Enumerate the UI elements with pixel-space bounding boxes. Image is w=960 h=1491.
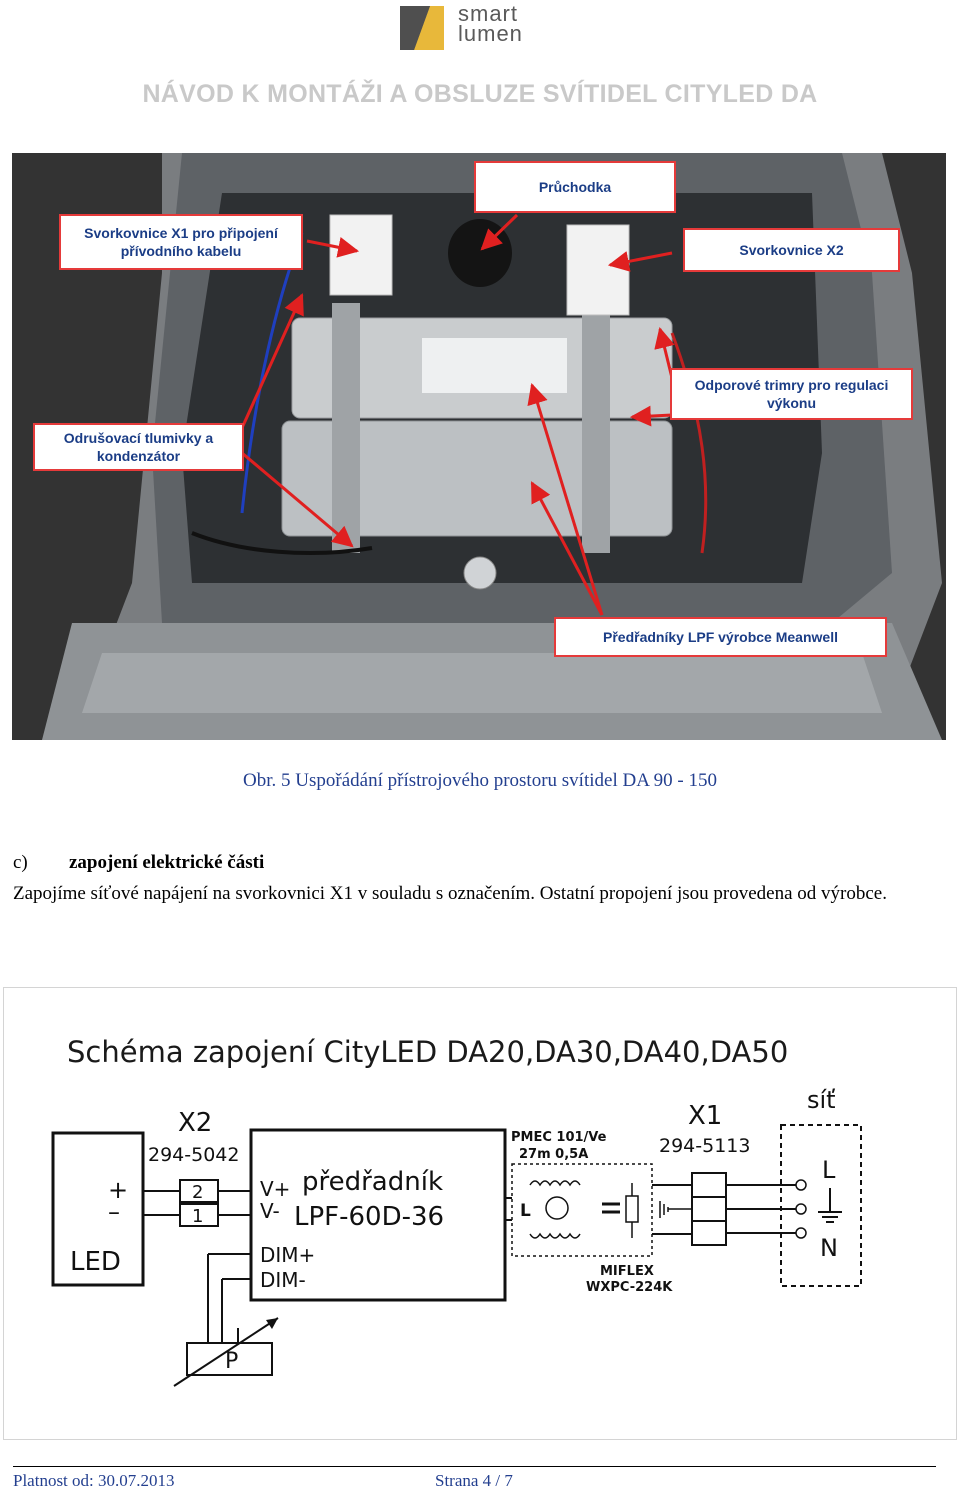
company-logo — [400, 1, 570, 54]
section-heading — [13, 852, 264, 874]
logo-line-2: lumen — [458, 21, 523, 46]
footer-rule — [13, 1466, 936, 1467]
x2-part: 294-5042 — [148, 1144, 240, 1166]
ballast-model: LPF-60D-36 — [294, 1202, 445, 1232]
ballast-vplus: V+ — [260, 1177, 291, 1201]
led-minus: – — [108, 1198, 120, 1226]
x2-pin-1-label: 1 — [192, 1206, 204, 1227]
x1-part: 294-5113 — [659, 1135, 751, 1157]
section-body: Zapojíme síťové napájení na svorkovnici X1 v souladu s označením. Ostatní propojení jsou provedena od výrobce. — [13, 883, 887, 904]
mains-L: L — [822, 1156, 836, 1184]
wiring-schematic — [3, 987, 957, 1440]
callout-cable-gland: Průchodka — [474, 161, 676, 213]
x1-pin-N — [692, 1221, 726, 1245]
schematic-title: Schéma zapojení CityLED DA20,DA30,DA40,DA50 — [67, 1035, 789, 1069]
callout-ballasts: Předřadníky LPF výrobce Meanwell — [554, 617, 887, 657]
filter-inductor-label: L — [520, 1201, 531, 1221]
document-title: NÁVOD K MONTÁŽI A OBSLUZE SVÍTIDEL CITYLED DA — [142, 80, 818, 108]
filter-line-1: PMEC 101/Ve — [511, 1130, 607, 1145]
mains-N: N — [820, 1234, 838, 1262]
logo-line-1: smart — [458, 1, 518, 26]
ballast-name: předřadník — [302, 1167, 444, 1197]
figure-caption: Obr. 5 Uspořádání přístrojového prostoru svítidel DA 90 - 150 — [243, 770, 717, 791]
callout-chokes: Odrušovací tlumivky a kondenzátor — [33, 423, 244, 471]
led-label: LED — [70, 1247, 121, 1277]
luminaire-photo — [12, 153, 946, 740]
footer-validity: Platnost od: 30.07.2013 — [13, 1471, 175, 1490]
filter-bottom-1: MIFLEX — [600, 1264, 654, 1279]
led-plus: + — [108, 1176, 129, 1204]
x2-pin-2-label: 2 — [192, 1182, 204, 1203]
section-title: zapojení elektrické části — [69, 852, 265, 873]
x2-label: X2 — [178, 1108, 213, 1138]
x1-pin-PE — [692, 1197, 726, 1221]
filter-bottom-2: WXPC-224K — [586, 1280, 673, 1295]
x1-label: X1 — [688, 1101, 723, 1131]
ballast-vminus: V- — [260, 1199, 280, 1223]
section-letter: c) — [13, 852, 28, 873]
x1-pin-L — [692, 1173, 726, 1197]
callout-x2-terminal: Svorkovnice X2 — [683, 228, 900, 272]
ballast-dim-minus: DIM- — [260, 1268, 306, 1292]
filter-line-2: 27m 0,5A — [519, 1147, 589, 1162]
ballast-dim-plus: DIM+ — [260, 1243, 316, 1267]
logo-mark-icon — [400, 6, 444, 50]
callout-x1-terminal: Svorkovnice X1 pro připojení přívodního kabelu — [59, 214, 303, 270]
footer-page-number: Strana 4 / 7 — [435, 1471, 513, 1490]
mains-label: síť — [807, 1086, 836, 1114]
schematic-drawing — [4, 988, 956, 1439]
potentiometer-label: P — [225, 1349, 239, 1374]
callout-trimmers: Odporové trimry pro regulaci výkonu — [670, 368, 913, 420]
